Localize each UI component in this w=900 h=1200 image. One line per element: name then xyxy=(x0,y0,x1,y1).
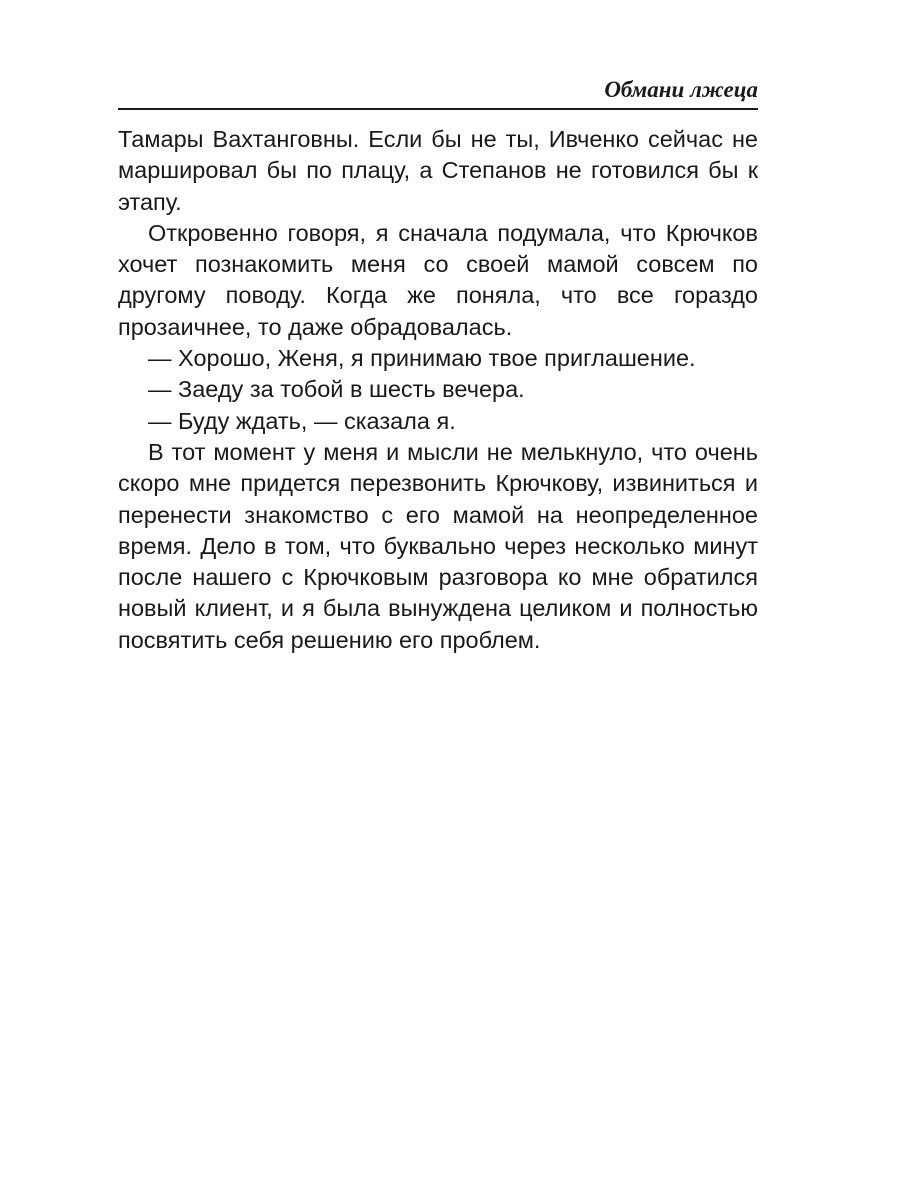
paragraph: В тот момент у меня и мысли не мелькнуло, что очень скоро мне придется перезвонить Крючкову, извиниться и перенести знакомство с его мамой на неопределенное время. Дело в том, что буквально через несколько минут после нашего с Крючковым разговора ко мне обратился новый клиент, и я была вынуждена целиком и полностью посвятить себя решению его проблем. xyxy=(118,438,758,653)
body-text xyxy=(118,124,758,656)
paragraph: Тамары Вахтанговны. Если бы не ты, Ивченко сейчас не маршировал бы по плацу, а Степанов не готовился бы к этапу. xyxy=(118,126,758,215)
dialogue-line: — Буду ждать, — сказала я. xyxy=(148,407,456,434)
dialogue-line: — Хорошо, Женя, я принимаю твое приглашение. xyxy=(148,345,696,372)
running-header-title: Обмани лжеца xyxy=(604,77,758,102)
paragraph: Откровенно говоря, я сначала подумала, что Крючков хочет познакомить меня со своей мамой совсем по другому поводу. Когда же поняла, что все гораздо прозаичнее, то даже обрадовалась. xyxy=(118,219,758,340)
header-rule xyxy=(118,108,758,110)
dialogue-line: — Заеду за тобой в шесть вечера. xyxy=(148,376,525,403)
